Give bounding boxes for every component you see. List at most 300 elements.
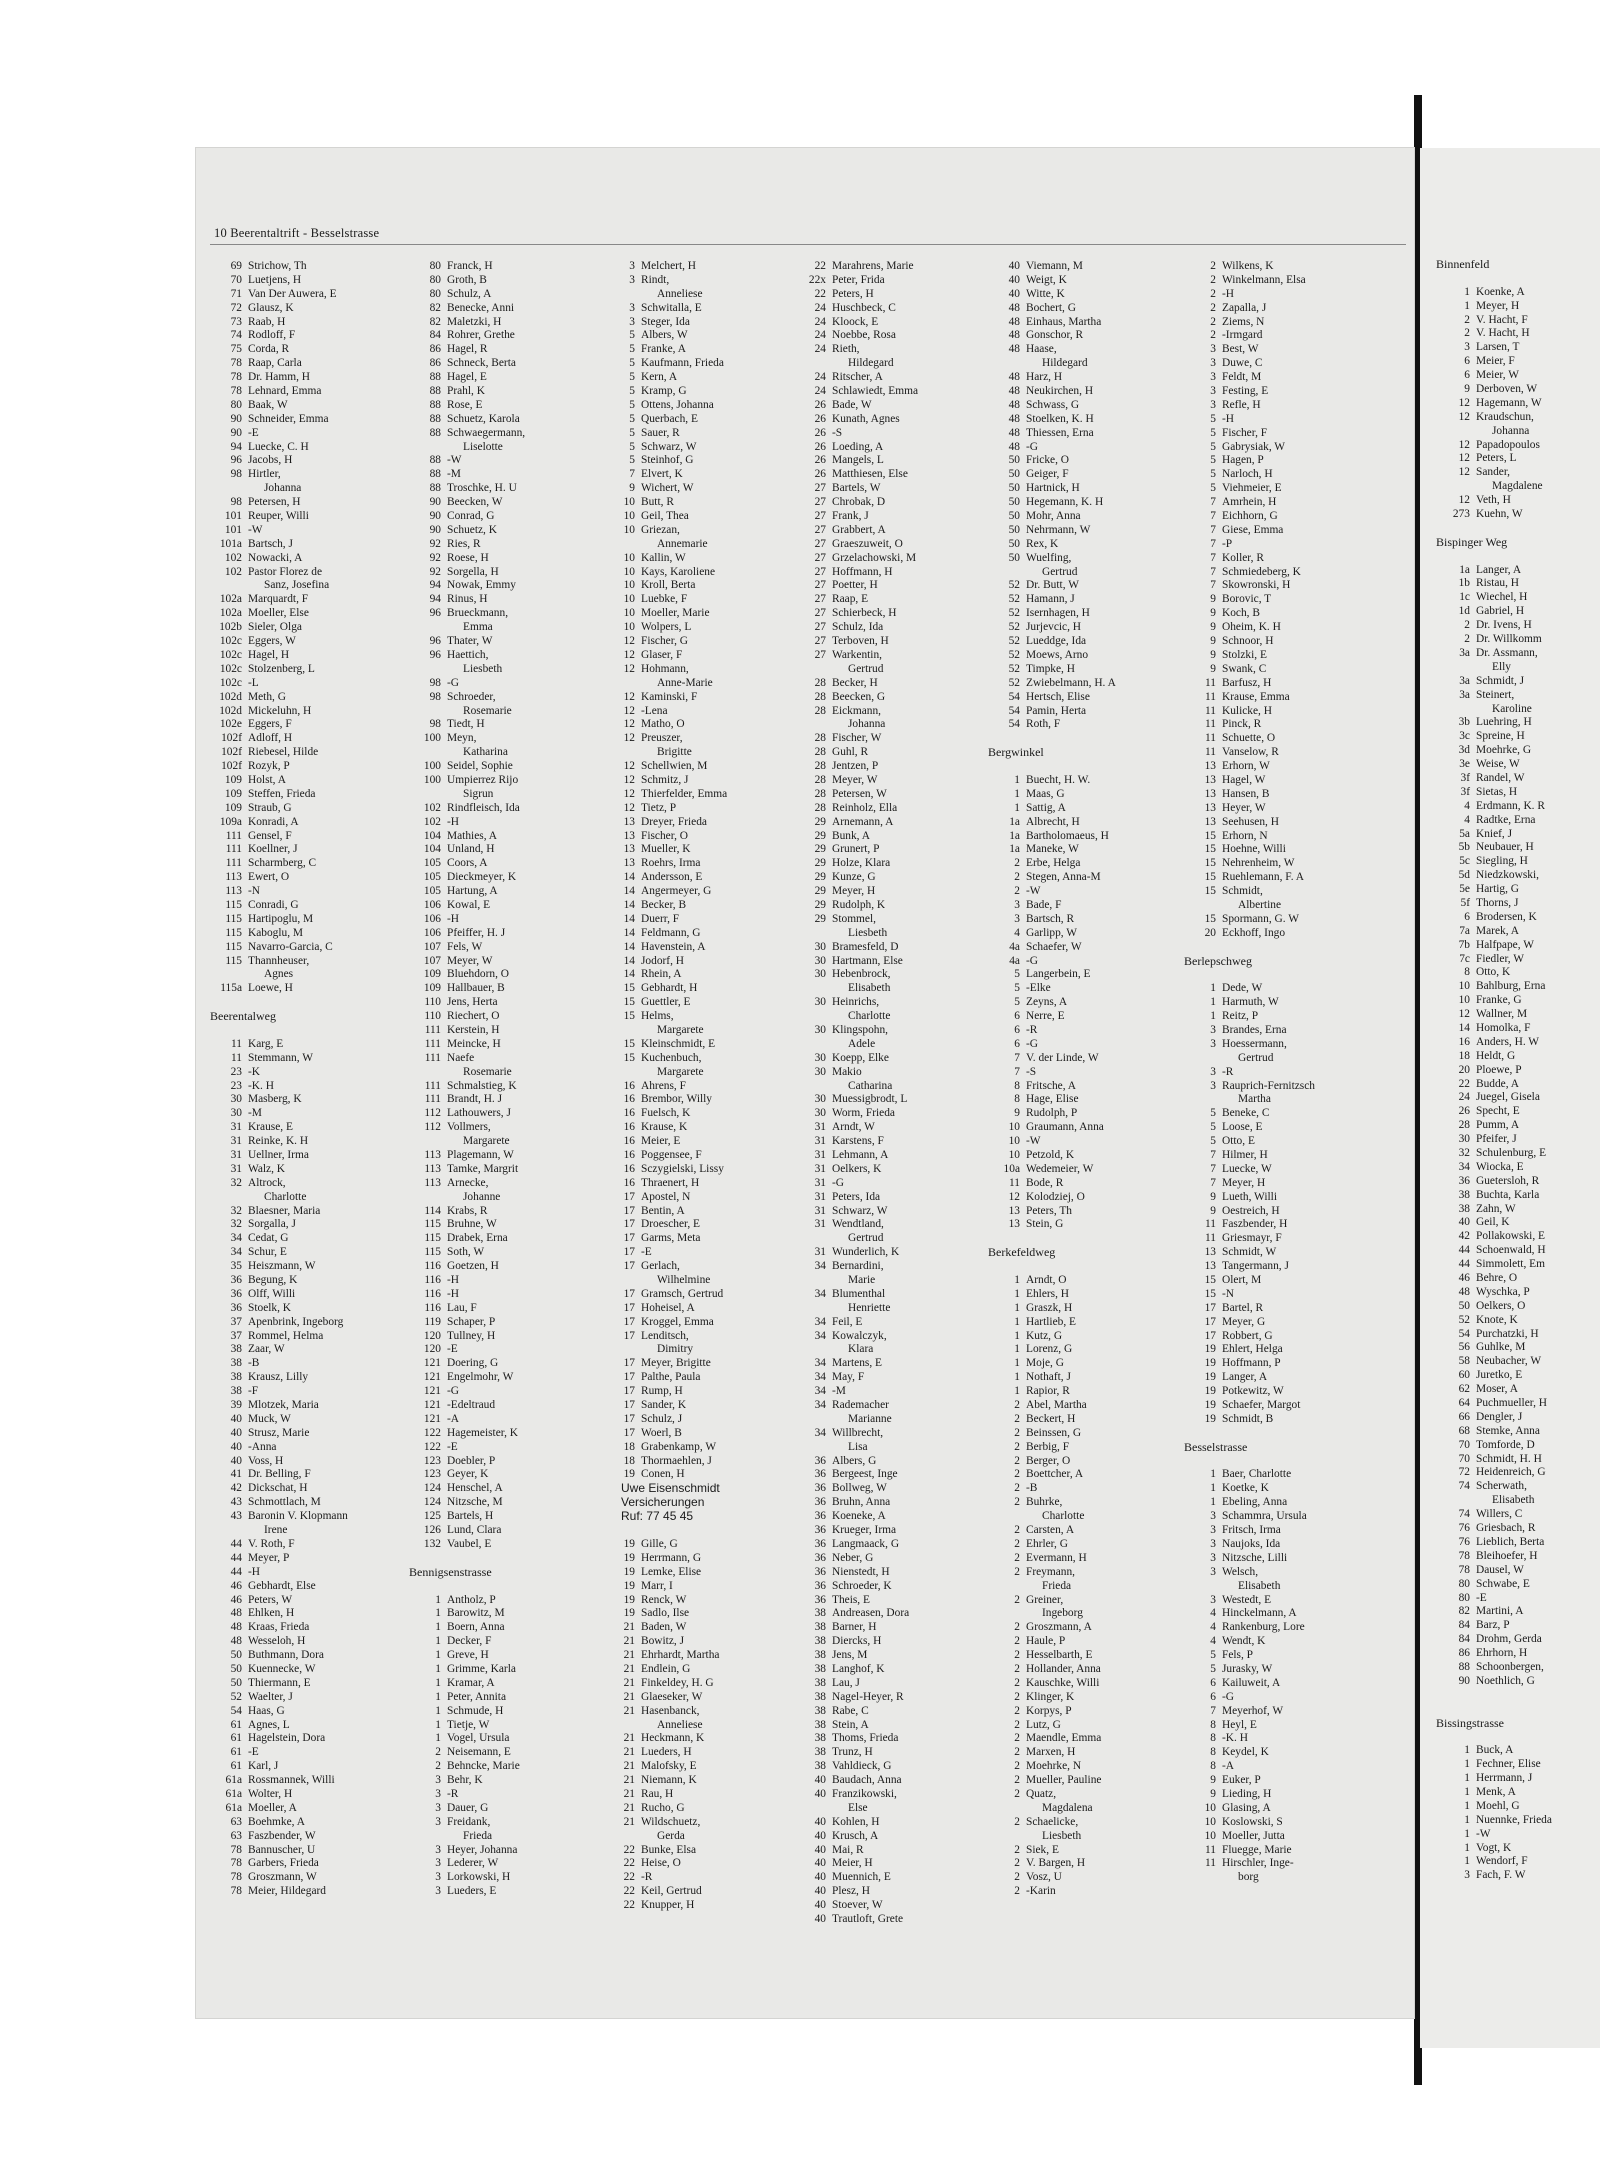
house-number: 2: [1014, 1815, 1020, 1828]
resident-entry: [1184, 1066, 1315, 1080]
house-number: 17: [623, 1329, 635, 1342]
resident-entry: [409, 927, 525, 941]
resident-entry: [794, 1607, 918, 1621]
resident-entry: [988, 1760, 1116, 1774]
resident-entry: [409, 274, 525, 288]
resident-entry: [1184, 510, 1315, 524]
resident-name: Petzold, K: [1026, 1149, 1075, 1161]
house-number: 92: [429, 551, 441, 564]
resident-entry: [988, 830, 1116, 844]
resident-name: Thierfelder, Emma: [641, 787, 728, 800]
house-number: 31: [230, 1149, 242, 1161]
resident-entry: [1184, 1038, 1315, 1052]
entry-continuation: [988, 1607, 1116, 1621]
resident-entry: [603, 1816, 727, 1830]
house-number: 2: [1464, 327, 1470, 340]
resident-name: Rosemarie: [463, 1065, 512, 1078]
resident-name: Willers, C: [1476, 1508, 1523, 1521]
resident-entry: [988, 885, 1116, 899]
resident-entry: [603, 1732, 727, 1746]
resident-name: Gebhardt, H: [641, 982, 698, 995]
resident-entry: [603, 1871, 727, 1885]
house-number: 7c: [1459, 952, 1470, 965]
resident-name: Pumm, A: [1476, 1119, 1520, 1132]
resident-entry: [210, 385, 348, 399]
resident-entry: [1184, 1413, 1315, 1427]
resident-name: Bochert, G: [1026, 301, 1076, 314]
resident-name: Eickmann,: [832, 704, 882, 717]
resident-name: Oelkers, K: [832, 1162, 882, 1175]
resident-entry: [603, 1010, 727, 1024]
resident-name: -R: [447, 1787, 459, 1800]
house-number: 18: [623, 1440, 635, 1453]
resident-name: Pfeiffer, H. J: [447, 926, 506, 939]
resident-entry: [1184, 1399, 1315, 1413]
resident-name: Kuennecke, W: [248, 1662, 316, 1675]
resident-name: Rose, E: [447, 398, 483, 411]
resident-name: Stolzki, E: [1222, 648, 1267, 661]
resident-name: Hoehne, Willi: [1222, 843, 1286, 856]
resident-name: Rozyk, P: [248, 760, 290, 773]
house-number: 61: [230, 1760, 242, 1773]
house-number: 11: [1205, 732, 1216, 745]
house-number: 17: [623, 1315, 635, 1328]
resident-name: Meier, W: [1476, 369, 1519, 382]
resident-name: Haase,: [1026, 343, 1057, 356]
house-number: 50: [1008, 454, 1020, 467]
house-number: 14: [623, 968, 635, 981]
resident-name: Franke, A: [641, 343, 686, 356]
advertisement-text: Uwe Eisenschmidt: [621, 1481, 720, 1496]
resident-entry: [603, 691, 727, 705]
resident-entry: [1184, 1149, 1315, 1163]
resident-entry: [794, 1482, 918, 1496]
house-number: 7: [1210, 496, 1216, 509]
resident-name: Conradi, G: [248, 898, 299, 911]
resident-entry: [1184, 621, 1315, 635]
house-number: 12: [623, 718, 635, 731]
resident-entry: [988, 1635, 1116, 1649]
house-number: 40: [814, 1829, 826, 1842]
house-number: 48: [1008, 343, 1020, 356]
resident-name: Keil, Gertrud: [641, 1885, 702, 1898]
house-number: 38: [814, 1760, 826, 1773]
house-number: 44: [230, 1565, 242, 1578]
house-number: [1436, 480, 1476, 494]
resident-name: Hagel, R: [447, 343, 488, 356]
resident-name: V. der Linde, W: [1026, 1051, 1099, 1064]
resident-entry: [1436, 1522, 1552, 1536]
resident-entry: [603, 607, 727, 621]
resident-name: Bleihoefer, H: [1476, 1549, 1538, 1562]
resident-entry: [1436, 591, 1552, 605]
resident-entry: [1184, 1080, 1315, 1094]
resident-entry: [1184, 1274, 1315, 1288]
house-number: 1: [435, 1593, 441, 1606]
house-number: 3: [629, 260, 635, 272]
resident-name: Narloch, H: [1222, 468, 1273, 481]
resident-entry: [988, 968, 1116, 982]
house-number: 74: [1458, 1508, 1470, 1521]
house-number: 14: [623, 871, 635, 884]
resident-name: Otto, E: [1222, 1135, 1255, 1148]
house-number: 5a: [1459, 827, 1470, 840]
resident-name: Barz, P: [1476, 1619, 1510, 1632]
resident-name: V. Hacht, H: [1476, 327, 1530, 340]
house-number: 15: [1204, 885, 1216, 898]
resident-entry: [210, 1691, 348, 1705]
resident-name: Elisabeth: [1238, 1579, 1281, 1592]
resident-entry: [210, 413, 348, 427]
resident-entry: [409, 1177, 525, 1191]
resident-name: Kramar, A: [447, 1676, 495, 1689]
house-number: 38: [1458, 1188, 1470, 1201]
resident-entry: [409, 385, 525, 399]
resident-name: Arnemann, A: [832, 815, 894, 828]
resident-entry: [603, 1357, 727, 1371]
resident-entry: [1436, 1189, 1552, 1203]
resident-entry: [1436, 828, 1552, 842]
house-number: 17: [623, 1371, 635, 1384]
resident-name: Johanna: [848, 718, 886, 731]
resident-entry: [603, 1149, 727, 1163]
resident-entry: [1184, 552, 1315, 566]
header-divider: [210, 244, 1406, 245]
resident-entry: [1436, 689, 1552, 703]
house-number: 102d: [219, 704, 242, 717]
resident-entry: [794, 635, 918, 649]
resident-entry: [988, 1844, 1116, 1858]
resident-entry: [988, 1774, 1116, 1788]
resident-name: Fels, P: [1222, 1649, 1254, 1662]
entry-continuation: [794, 1302, 918, 1316]
resident-name: Kunze, G: [832, 871, 876, 884]
resident-name: Theis, E: [832, 1593, 870, 1606]
resident-name: Siek, E: [1026, 1843, 1059, 1856]
house-number: 1: [435, 1649, 441, 1662]
resident-name: Jacobs, H: [248, 454, 293, 467]
resident-entry: [988, 1468, 1116, 1482]
entry-continuation: [210, 968, 348, 982]
house-number: [409, 663, 447, 677]
resident-name: Ehrhardt, Martha: [641, 1649, 720, 1662]
resident-name: Bluehdorn, O: [447, 968, 510, 981]
house-number: 9: [629, 482, 635, 495]
resident-name: Scharmberg, C: [248, 857, 317, 870]
resident-entry: [1436, 1800, 1552, 1814]
resident-entry: [210, 1357, 348, 1371]
resident-name: Fach, F. W: [1476, 1869, 1526, 1882]
resident-name: Graeszuweit, O: [832, 537, 903, 550]
resident-entry: [409, 1441, 525, 1455]
resident-name: Lederer, W: [447, 1857, 499, 1870]
resident-entry: [988, 871, 1116, 885]
house-number: 52: [1008, 635, 1020, 648]
resident-entry: [603, 760, 727, 774]
entry-continuation: [794, 718, 918, 732]
resident-name: -P: [1222, 537, 1233, 550]
resident-entry: [794, 329, 918, 343]
resident-entry: [409, 1371, 525, 1385]
house-number: 12: [623, 760, 635, 773]
house-number: 5: [629, 371, 635, 384]
resident-name: Schammra, Ursula: [1222, 1510, 1307, 1523]
resident-entry: [1436, 1119, 1552, 1133]
house-number: 56: [1458, 1341, 1470, 1354]
house-number: 76: [1458, 1535, 1470, 1548]
resident-name: Andreasen, Dora: [832, 1607, 910, 1620]
resident-name: Lehnard, Emma: [248, 385, 322, 398]
resident-entry: [988, 1163, 1116, 1177]
house-number: 50: [230, 1649, 242, 1662]
resident-name: Fischer, O: [641, 829, 688, 842]
resident-name: Schmottlach, M: [248, 1496, 321, 1509]
resident-entry: [210, 1066, 348, 1080]
resident-entry: [988, 1302, 1116, 1316]
resident-name: Ewert, O: [248, 871, 290, 884]
resident-entry: [603, 329, 727, 343]
resident-entry: [794, 302, 918, 316]
house-number: 18: [623, 1454, 635, 1467]
resident-entry: [210, 1274, 348, 1288]
resident-entry: [409, 1093, 525, 1107]
resident-entry: [210, 1260, 348, 1274]
house-number: 2: [1014, 1704, 1020, 1717]
resident-entry: [210, 857, 348, 871]
resident-entry: [603, 1260, 727, 1274]
house-number: 9: [1210, 648, 1216, 661]
house-number: 1: [1210, 982, 1216, 995]
house-number: 21: [623, 1760, 635, 1773]
resident-name: Meincke, H: [447, 1037, 501, 1050]
house-number: 3a: [1459, 688, 1470, 701]
resident-name: Eckhoff, Ingo: [1222, 926, 1286, 939]
resident-entry: [794, 454, 918, 468]
resident-entry: [988, 1663, 1116, 1677]
house-number: [794, 1080, 832, 1094]
house-number: 86: [429, 357, 441, 370]
resident-name: Waelter, J: [248, 1690, 293, 1703]
directory-page: [196, 148, 1414, 2018]
house-number: 2: [1014, 1454, 1020, 1467]
resident-name: Bartels, H: [447, 1510, 494, 1523]
house-number: 52: [1008, 648, 1020, 661]
resident-name: -N: [248, 885, 261, 898]
resident-entry: [988, 1385, 1116, 1399]
house-number: 24: [814, 315, 826, 328]
resident-name: Peters, Ida: [832, 1190, 881, 1203]
resident-entry: [409, 468, 525, 482]
house-number: 10: [623, 551, 635, 564]
resident-name: -L: [248, 676, 259, 689]
house-number: 10: [623, 523, 635, 536]
house-number: 78: [230, 1871, 242, 1884]
resident-entry: [603, 1427, 727, 1441]
house-number: [794, 1274, 832, 1288]
resident-entry: [794, 1218, 918, 1232]
resident-name: Knote, K: [1476, 1313, 1518, 1326]
resident-name: Lund, Clara: [447, 1524, 502, 1537]
resident-entry: [409, 1677, 525, 1691]
resident-entry: [988, 399, 1116, 413]
resident-name: Oestreich, H: [1222, 1204, 1280, 1217]
entry-continuation: [1184, 1093, 1315, 1107]
directory-column: [988, 260, 1116, 1899]
resident-entry: [603, 357, 727, 371]
resident-entry: [603, 1413, 727, 1427]
house-number: 7b: [1458, 938, 1470, 951]
house-number: 13: [1204, 1260, 1216, 1273]
resident-entry: [1436, 1466, 1552, 1480]
house-number: 1: [1014, 1385, 1020, 1398]
house-number: 122: [423, 1426, 441, 1439]
house-number: 73: [230, 315, 242, 328]
resident-name: Rump, H: [641, 1385, 683, 1398]
house-number: 112: [424, 1121, 441, 1134]
resident-entry: [988, 316, 1116, 330]
resident-name: Moehrke, N: [1026, 1760, 1082, 1773]
house-number: 71: [230, 287, 242, 300]
resident-name: Albrecht, H: [1026, 815, 1080, 828]
resident-name: Johanna: [1492, 424, 1530, 437]
resident-entry: [988, 510, 1116, 524]
page-header: 10 Beerentaltrift - Besselstrasse: [214, 226, 380, 240]
house-number: 10: [1204, 1801, 1216, 1814]
resident-entry: [794, 1357, 918, 1371]
house-number: 46: [230, 1579, 242, 1592]
resident-entry: [409, 816, 525, 830]
entry-continuation: [603, 746, 727, 760]
resident-entry: [794, 1163, 918, 1177]
entry-continuation: [603, 288, 727, 302]
resident-name: Peter, Annita: [447, 1690, 507, 1703]
house-number: 21: [623, 1746, 635, 1759]
house-number: 122: [423, 1440, 441, 1453]
house-number: 46: [230, 1593, 242, 1606]
resident-name: Vanselow, R: [1222, 746, 1279, 759]
resident-name: Seidel, Sophie: [447, 760, 513, 773]
resident-name: Elly: [1492, 660, 1511, 673]
resident-entry: [1436, 1244, 1552, 1258]
resident-name: Liesbeth: [1042, 1829, 1082, 1842]
house-number: 38: [814, 1635, 826, 1648]
resident-name: Marahrens, Marie: [832, 260, 914, 272]
resident-name: Goetzen, H: [447, 1260, 499, 1273]
house-number: 40: [814, 1774, 826, 1787]
house-number: 29: [814, 912, 826, 925]
resident-entry: [409, 871, 525, 885]
entry-continuation: [603, 1719, 727, 1733]
resident-name: Rudolph, K: [832, 898, 886, 911]
resident-name: Brueckmann,: [447, 607, 509, 620]
entry-continuation: [794, 1010, 918, 1024]
resident-entry: [409, 1413, 525, 1427]
resident-name: Willbrecht,: [832, 1426, 884, 1439]
house-number: 13: [1204, 1246, 1216, 1259]
house-number: 36: [814, 1454, 826, 1467]
resident-entry: [210, 524, 348, 538]
house-number: 10: [1204, 1815, 1216, 1828]
resident-name: Hesselbarth, E: [1026, 1649, 1093, 1662]
resident-entry: [1436, 1661, 1552, 1675]
house-number: 61a: [225, 1801, 242, 1814]
resident-name: Brodersen, K: [1476, 910, 1537, 923]
house-number: 17: [623, 1287, 635, 1300]
resident-entry: [794, 774, 918, 788]
resident-entry: [988, 1871, 1116, 1885]
house-number: 30: [230, 1093, 242, 1106]
resident-entry: [794, 1552, 918, 1566]
house-number: 32: [230, 1176, 242, 1189]
resident-entry: [794, 468, 918, 482]
resident-entry: [1184, 454, 1315, 468]
house-number: 5: [1014, 968, 1020, 981]
resident-entry: [210, 802, 348, 816]
house-number: [210, 1524, 248, 1538]
resident-entry: [409, 552, 525, 566]
house-number: 29: [814, 898, 826, 911]
resident-name: Krabs, R: [447, 1204, 488, 1217]
entry-continuation: [409, 663, 525, 677]
resident-entry: [794, 691, 918, 705]
house-number: 3: [1210, 1510, 1216, 1523]
resident-name: Schmidt, H. H: [1476, 1452, 1542, 1465]
resident-name: Garlipp, W: [1026, 926, 1078, 939]
house-number: 3: [435, 1885, 441, 1898]
house-number: [409, 1830, 447, 1844]
resident-name: Sigrun: [463, 787, 494, 800]
resident-entry: [1436, 855, 1552, 869]
house-number: 52: [1008, 662, 1020, 675]
house-number: 12: [623, 662, 635, 675]
resident-name: Behr, K: [447, 1774, 483, 1787]
house-number: 64: [1458, 1397, 1470, 1410]
resident-name: Berger, O: [1026, 1454, 1071, 1467]
resident-entry: [603, 1552, 727, 1566]
house-number: 40: [814, 1815, 826, 1828]
resident-name: Meyer, H: [1222, 1176, 1266, 1189]
house-number: 54: [230, 1704, 242, 1717]
house-number: 38: [814, 1746, 826, 1759]
resident-entry: [1436, 897, 1552, 911]
house-number: [409, 441, 447, 455]
resident-name: Adloff, H: [248, 732, 293, 745]
resident-entry: [794, 1760, 918, 1774]
house-number: 3: [1210, 357, 1216, 370]
resident-name: Anne-Marie: [657, 676, 713, 689]
resident-name: Dickschat, H: [248, 1482, 308, 1495]
house-number: 21: [623, 1621, 635, 1634]
house-number: 2: [1014, 1760, 1020, 1773]
resident-name: Schroeder, K: [832, 1579, 892, 1592]
resident-name: Veth, H: [1476, 494, 1511, 507]
resident-name: Preuszer,: [641, 732, 683, 745]
resident-entry: [794, 677, 918, 691]
resident-name: Stemmann, W: [248, 1051, 313, 1064]
house-number: 22: [623, 1885, 635, 1898]
resident-name: Brandes, Erna: [1222, 1023, 1287, 1036]
resident-name: Lueddge, Ida: [1026, 635, 1087, 648]
resident-name: Buecht, H. W.: [1026, 773, 1091, 786]
spacer: [1184, 941, 1315, 955]
resident-name: Peters, W: [248, 1593, 293, 1606]
resident-name: Grunert, P: [832, 843, 880, 856]
resident-name: Peters, L: [1476, 452, 1517, 465]
directory-column: [1184, 260, 1315, 1885]
house-number: 2: [1014, 1621, 1020, 1634]
resident-name: Hagemann, W: [1476, 396, 1542, 409]
resident-name: V. Roth, F: [248, 1537, 295, 1550]
